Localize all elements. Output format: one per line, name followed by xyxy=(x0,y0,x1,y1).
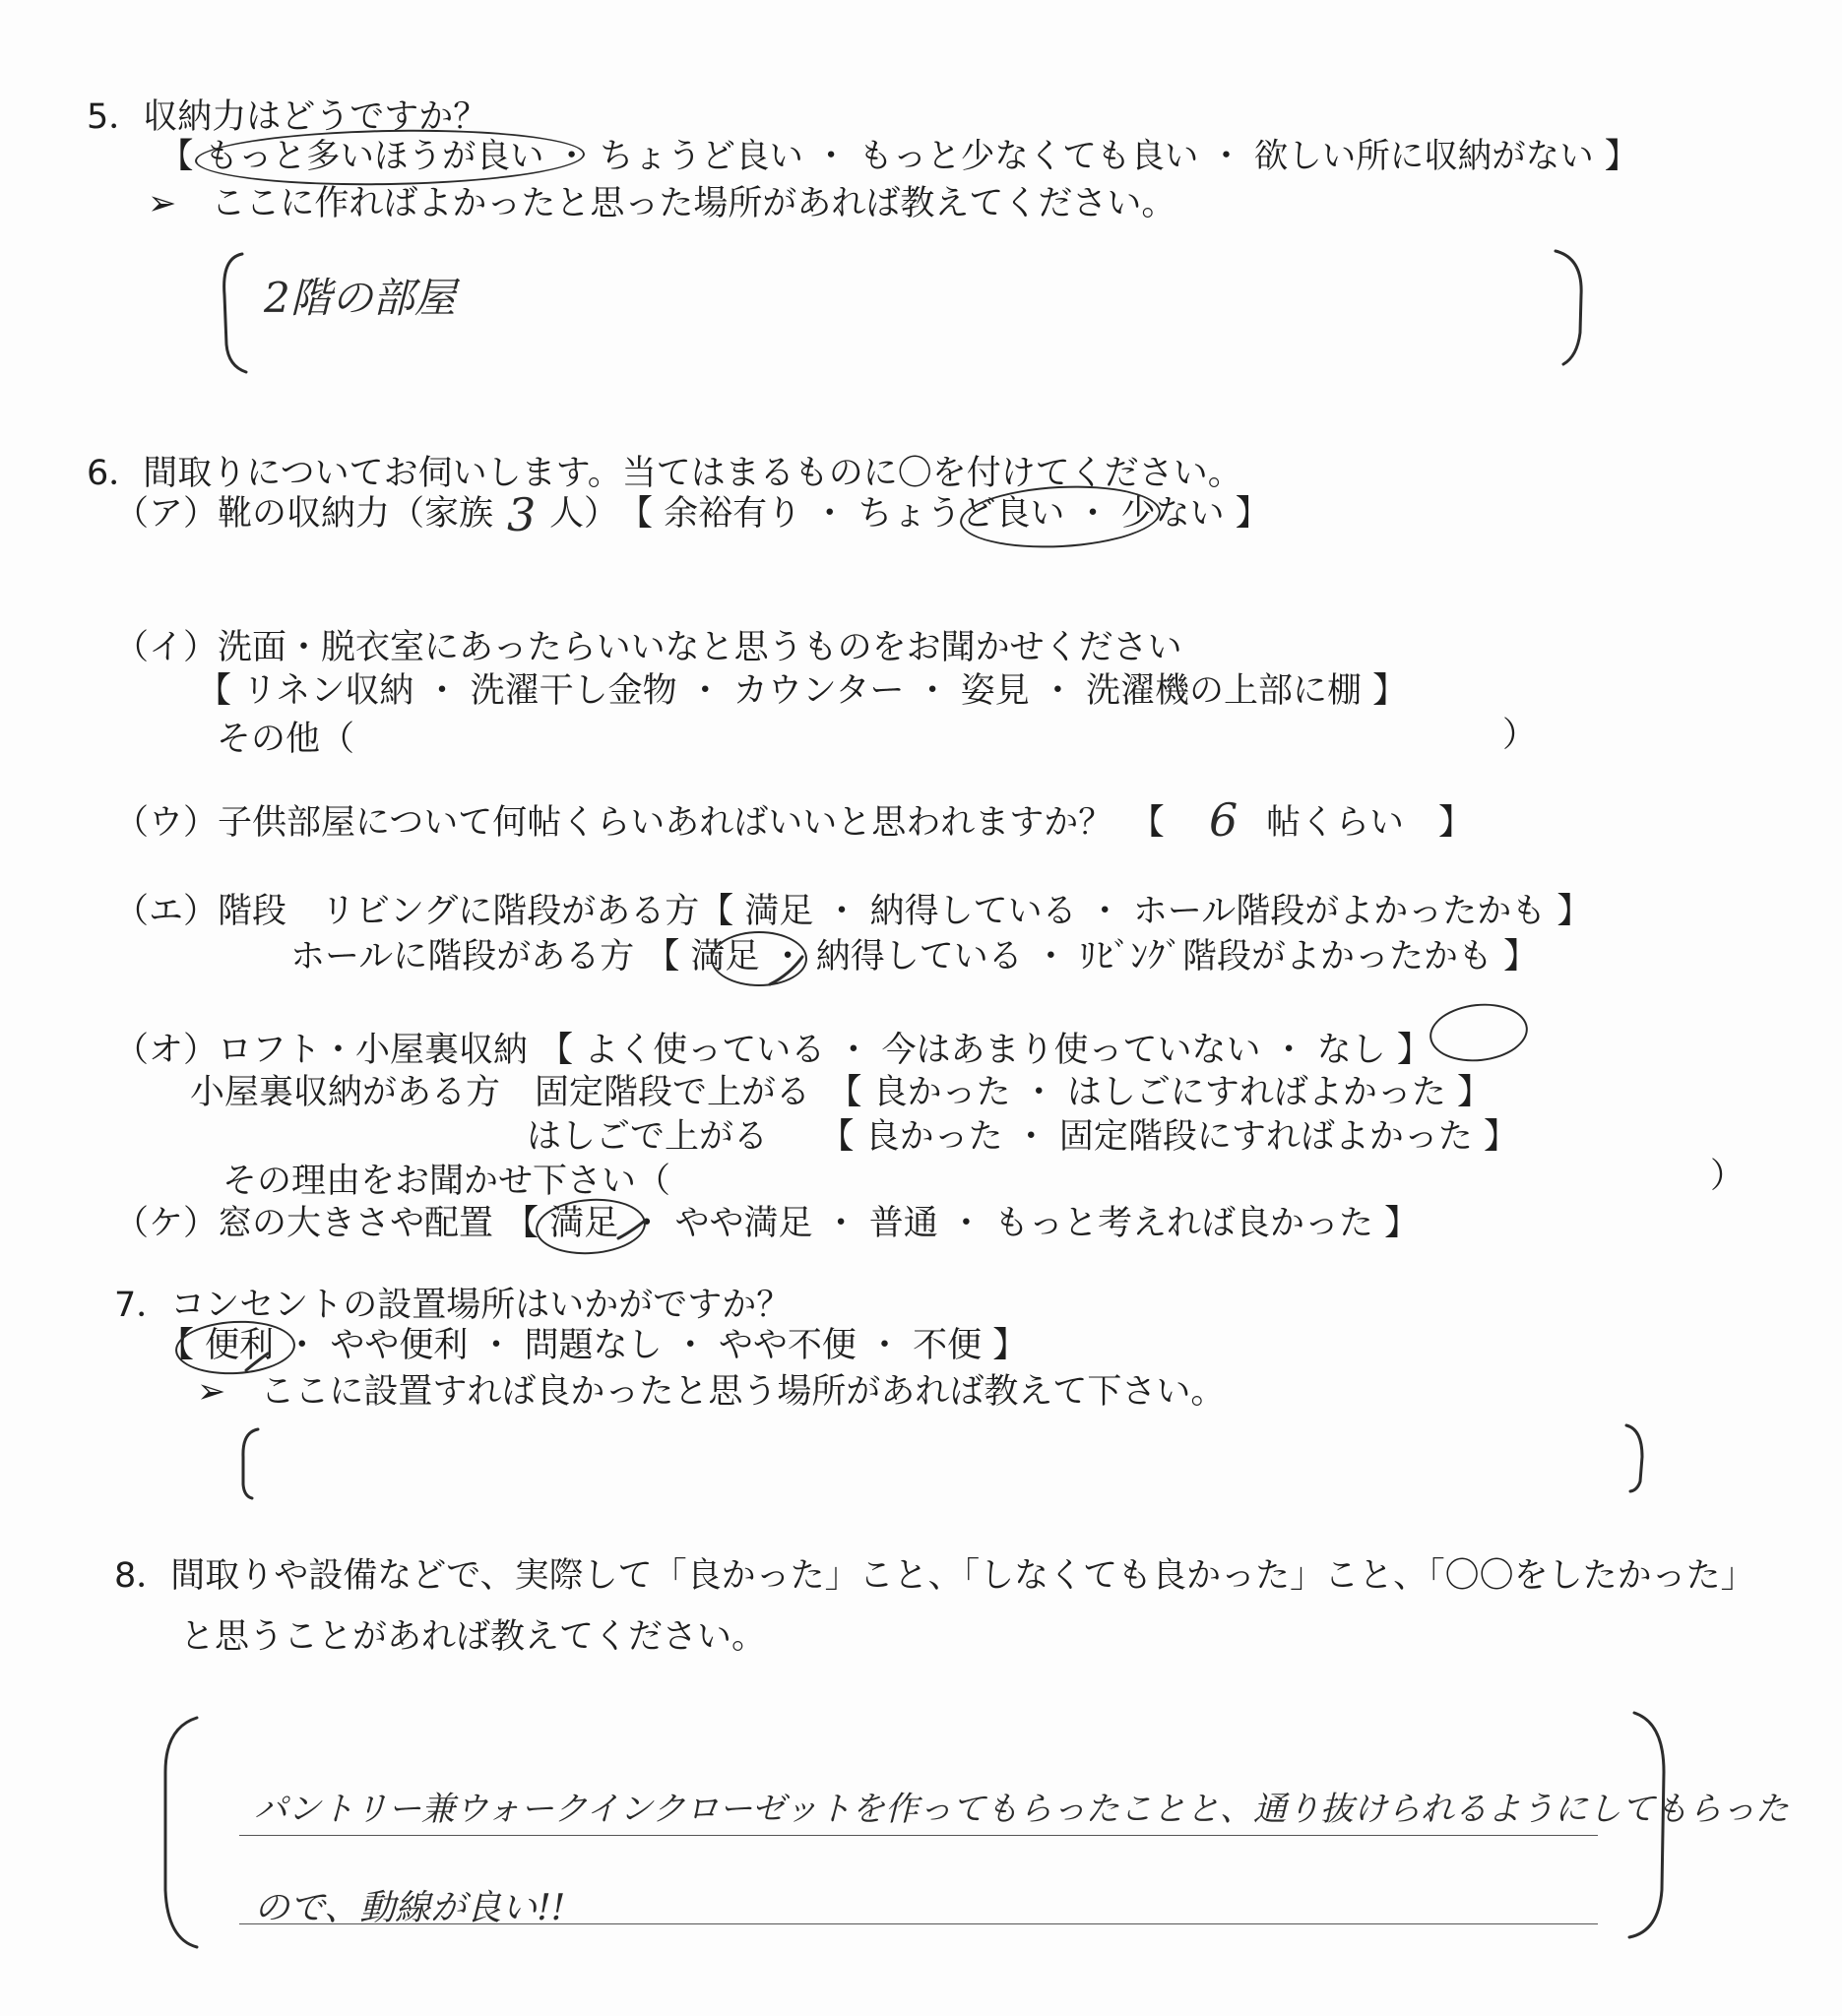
q6-o-line3: はしごで上がる 【 良かった ・ 固定階段にすればよかった 】 xyxy=(527,1117,1519,1157)
q6-title: 6．間取りについてお伺いします。当てはまるものに〇を付けてください。 xyxy=(87,454,1242,493)
q6-u-value: 6 xyxy=(1209,793,1239,847)
q6-u-text: （ウ）子供部屋について何帖くらいあればいいと思われますか？ 【 xyxy=(114,803,1165,843)
q8-title-line2: と思うことがあれば教えてください。 xyxy=(180,1617,767,1657)
q6-o-line1: （オ）ロフト・小屋裏収納 【 よく使っている ・ 今はあまり使っていない ・ なし 】 xyxy=(114,1031,1431,1070)
q6-o-line2: 小屋裏収納がある方 固定階段で上がる 【 良かった ・ はしごにすればよかった 】 xyxy=(190,1073,1493,1112)
q8-answer-line2: ので、動線が良い!! xyxy=(254,1888,566,1928)
q6-ke-line: （ケ）窓の大きさや配置 【 満足 ・ やや満足 ・ 普通 ・ もっと考えれば良かった 】 xyxy=(114,1204,1420,1243)
q6-a-rest: 人） 【 余裕有り ・ ちょうど良い ・ 少ない 】 xyxy=(549,494,1270,534)
q6-i-line2: 【 リネン収納 ・ 洗濯干し金物 ・ カウンター ・ 姿見 ・ 洗濯機の上部に棚 】 xyxy=(197,671,1408,711)
q5-options: 【 もっと多いほうが良い ・ ちょうど良い ・ もっと少なくても良い ・ 欲しい所に収納がない 】 xyxy=(159,137,1639,176)
q6-i-other-close: ） xyxy=(1502,716,1538,755)
q5-sub: ➢ ここに作ればよかったと思った場所があれば教えてください。 xyxy=(148,184,1176,223)
q8-title-line1: 8．間取りや設備などで、実際して「良かった」こと、「しなくても良かった」こと、「〇〇をしたかった」 xyxy=(114,1556,1755,1596)
q6-u-unit: 帖くらい 】 xyxy=(1266,803,1474,843)
q6-i-other-label: その他（ xyxy=(217,720,355,759)
q7-title: 7．コンセントの設置場所はいかがですか？ xyxy=(114,1286,792,1325)
q6-a-label: （ア）靴の収納力（家族 xyxy=(114,494,494,534)
q5-answer: 2階の部屋 xyxy=(264,274,456,322)
q5-title: 5．収納力はどうですか？ xyxy=(87,97,488,137)
q6-e-line1: （エ）階段 リビングに階段がある方【 満足 ・ 納得している ・ ホール階段がよかったかも 】 xyxy=(114,892,1592,931)
q6-o-reason-close: ） xyxy=(1710,1157,1746,1196)
q7-options: 【 便利 ・ やや便利 ・ 問題なし ・ やや不便 ・ 不便 】 xyxy=(159,1326,1028,1365)
q7-sub: ➢ ここに設置すれば良かったと思う場所があれば教えて下さい。 xyxy=(197,1372,1226,1412)
q6-i-line1: （イ）洗面・脱衣室にあったらいいなと思うものをお聞かせください xyxy=(114,628,1182,667)
q6-a-count: 3 xyxy=(507,488,537,541)
q6-e-line2: ホールに階段がある方 【 満足 ・ 納得している ・ ﾘﾋﾞﾝｸﾞ階段がよかったかも 】 xyxy=(290,937,1539,976)
q6-o-reason-label: その理由をお聞かせ下さい（ xyxy=(222,1162,671,1201)
q8-answer-line1: パントリー兼ウォークインクローゼットを作ってもらったことと、通り抜けられるようにしてもらった xyxy=(254,1790,1789,1829)
